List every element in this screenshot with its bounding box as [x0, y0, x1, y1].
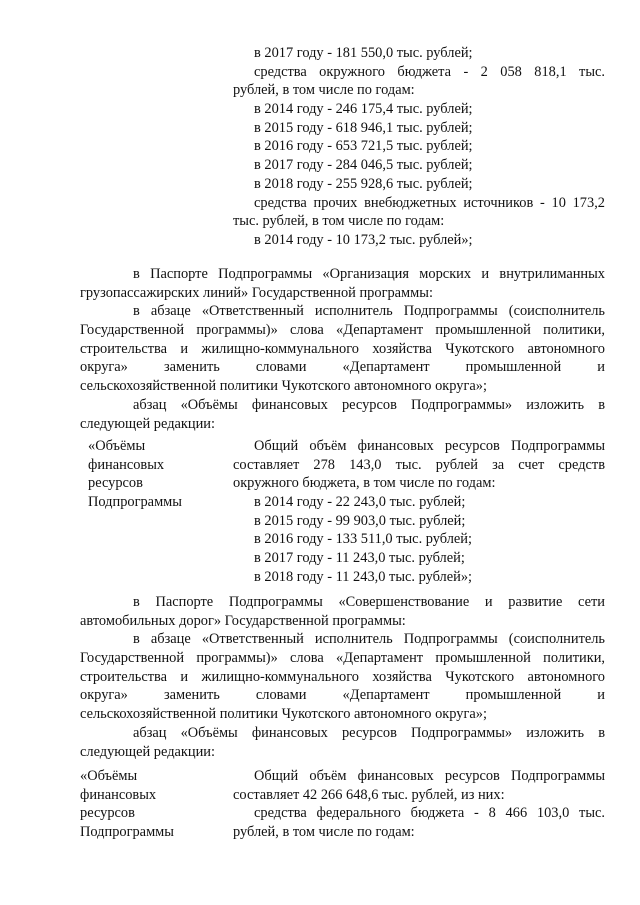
- roads-subprogram-paragraphs: [80, 593, 605, 761]
- label-line: «Объёмы: [80, 768, 138, 784]
- sea-subprogram-paragraphs: [80, 265, 605, 433]
- label-line: ресурсов: [88, 475, 143, 492]
- funding-line: в 2016 году - 653 721,5 тыс. рублей;: [254, 138, 473, 155]
- paragraph-line: в абзаце «Ответственный исполнитель Подпрограммы (соисполнитель: [133, 303, 605, 320]
- paragraph-line: в абзаце «Ответственный исполнитель Подпрограммы (соисполнитель: [133, 631, 605, 648]
- value-line: средства федерального бюджета - 8 466 103,0 тыс.: [254, 805, 605, 822]
- value-line: составляет 278 143,0 тыс. рублей за счет средств: [233, 456, 605, 473]
- paragraph-line: автомобильных дорог» Государственной программы:: [80, 612, 406, 629]
- funding-line: в 2014 году - 246 175,4 тыс. рублей;: [254, 101, 473, 118]
- value-line: в 2017 году - 11 243,0 тыс. рублей;: [254, 550, 465, 567]
- value-line: Общий объём финансовых ресурсов Подпрограммы: [254, 438, 605, 454]
- funding-line: в 2015 году - 618 946,1 тыс. рублей;: [254, 119, 473, 136]
- roads-funding-value: [233, 767, 605, 842]
- label-line: «Объёмы: [88, 438, 146, 454]
- label-line: Подпрограммы: [88, 494, 182, 511]
- funding-line: тыс. рублей, в том числе по годам:: [233, 213, 445, 230]
- value-line: в 2015 году - 99 903,0 тыс. рублей;: [254, 512, 466, 529]
- value-line: окружного бюджета, в том числе по годам:: [233, 475, 496, 492]
- top-funding-list: [233, 44, 605, 250]
- label-line: финансовых: [88, 456, 165, 473]
- paragraph-line: абзац «Объёмы финансовых ресурсов Подпрограммы» изложить в: [133, 396, 605, 413]
- paragraph-line: Государственной программы)» слова «Департамент промышленной политики,: [80, 322, 605, 339]
- value-line: в 2018 году - 11 243,0 тыс. рублей»;: [254, 568, 473, 585]
- label-line: ресурсов: [80, 805, 135, 822]
- value-line: составляет 42 266 648,6 тыс. рублей, из них:: [233, 786, 505, 803]
- label-line: Подпрограммы: [80, 824, 174, 841]
- funding-line: в 2017 году - 181 550,0 тыс. рублей;: [254, 45, 473, 61]
- funding-line: в 2017 году - 284 046,5 тыс. рублей;: [254, 157, 473, 174]
- paragraph-line: округа» заменить словами «Департамент промышленной и: [80, 687, 605, 704]
- paragraph-line: следующей редакции:: [80, 415, 215, 432]
- sea-funding-label: [88, 437, 228, 512]
- paragraph-line: в Паспорте Подпрограммы «Совершенствование и развитие сети: [133, 594, 605, 610]
- funding-line: средства окружного бюджета - 2 058 818,1 тыс.: [254, 63, 605, 80]
- value-line: Общий объём финансовых ресурсов Подпрограммы: [254, 768, 605, 784]
- paragraph-line: следующей редакции:: [80, 743, 215, 760]
- funding-line: в 2018 году - 255 928,6 тыс. рублей;: [254, 175, 473, 192]
- roads-funding-label: [80, 767, 228, 842]
- value-line: в 2016 году - 133 511,0 тыс. рублей;: [254, 531, 473, 548]
- paragraph-line: округа» заменить словами «Департамент промышленной и: [80, 359, 605, 376]
- funding-line: рублей, в том числе по годам:: [233, 82, 415, 99]
- paragraph-line: грузопассажирских линий» Государственной программы:: [80, 284, 433, 301]
- funding-line: средства прочих внебюджетных источников - 10 173,2: [254, 194, 605, 211]
- paragraph-line: строительства и жилищно-коммунального хозяйства Чукотского автономного: [80, 668, 605, 685]
- sea-funding-value: [233, 437, 605, 587]
- paragraph-line: строительства и жилищно-коммунального хозяйства Чукотского автономного: [80, 340, 605, 357]
- paragraph-line: Государственной программы)» слова «Департамент промышленной политики,: [80, 650, 605, 667]
- paragraph-line: абзац «Объёмы финансовых ресурсов Подпрограммы» изложить в: [133, 724, 605, 741]
- label-line: финансовых: [80, 786, 157, 803]
- paragraph-line: в Паспорте Подпрограммы «Организация морских и внутрилиманных: [133, 266, 605, 282]
- funding-line: в 2014 году - 10 173,2 тыс. рублей»;: [254, 231, 473, 248]
- paragraph-line: сельскохозяйственной политики Чукотского автономного округа»;: [80, 378, 487, 395]
- value-line: в 2014 году - 22 243,0 тыс. рублей;: [254, 494, 466, 511]
- value-line: рублей, в том числе по годам:: [233, 824, 415, 841]
- paragraph-line: сельскохозяйственной политики Чукотского автономного округа»;: [80, 706, 487, 723]
